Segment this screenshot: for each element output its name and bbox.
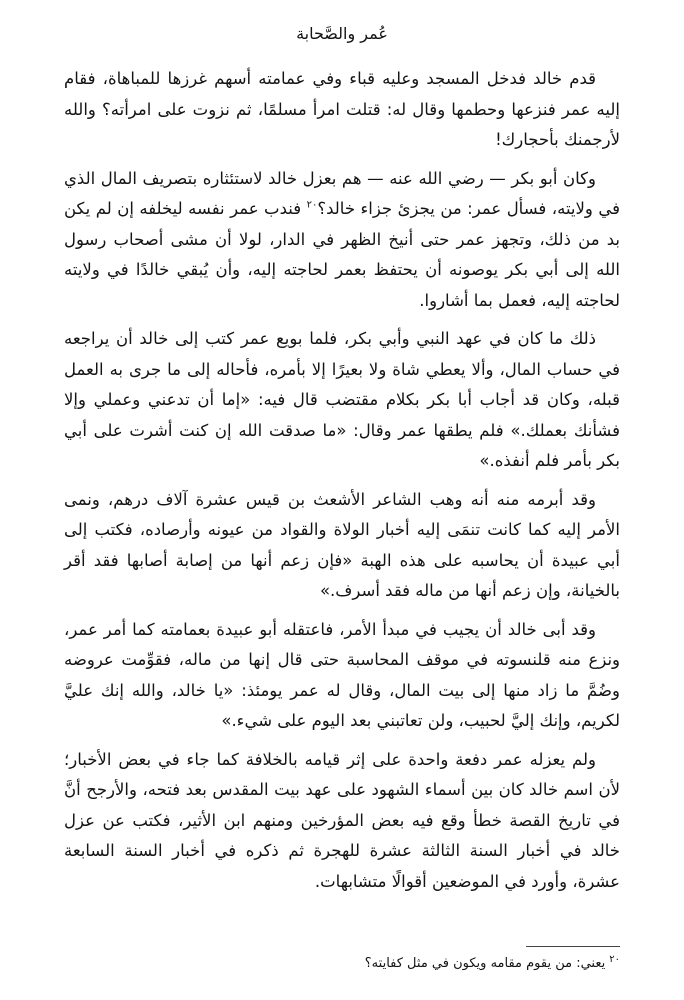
paragraph: ذلك ما كان في عهد النبي وأبي بكر، فلما بويع عمر كتب إلى خالد أن يراجعه في حساب المال، وألا يعطي شاة ولا بعيرًا إلا بأمره، فأحاله إلى ما جرى به العمل قبله، وكان قد أجاب أبا بكر بكلام مقتضب قال فيه: «إما أن تدعني وعملي وإلا فشأنك بعملك.» فلم يطقها عمر وقال: «ما صدقت الله إن كنت أشرت على أبي بكر بأمر فلم أنفذه.» <box>64 329 620 470</box>
paragraph <box>64 164 620 317</box>
paragraph: ولم يعزله عمر دفعة واحدة على إثر قيامه بالخلافة كما جاء في بعض الأخبار؛ لأن اسم خالد كان بين أسماء الشهود على عهد بيت المقدس بعد فتحه، والأرجح أنَّ في تاريخ القصة خطأ وقع فيه بعض المؤرخين ومنهم ابن الأثير، فكتب عن عزل خالد في أخبار السنة الثالثة عشرة للهجرة ثم ذكره في أخبار السنة السابعة عشرة، وأورد في الموضعين أقوالًا متشابهات. <box>64 749 620 891</box>
paragraph: وقد أبرمه منه أنه وهب الشاعر الأشعث بن قيس عشرة آلاف درهم، ونمى الأمر إليه كما كانت تنمَى إليه أخبار الولاة والقواد من عيونه وأرصاده، فكتب إلى أبي عبيدة أن يحاسبه على هذه الهبة «فإن زعم أنها من إصابة أصابها فقد أقر بالخيانة، وإن زعم أنها من ماله فقد أسرف.» <box>64 489 620 600</box>
footnote-text: يعني: من يقوم مقامه ويكون في مثل كفايته؟ <box>364 956 606 971</box>
paragraph: قدم خالد فدخل المسجد وعليه قباء وفي عمامته أسهم غرزها للمباهاة، فقام إليه عمر فنزعها وحطمها وقال له: قتلت امرأ مسلمًا، ثم نزوت على امرأته؟ والله لأرجمنك بأحجارك! <box>64 69 620 149</box>
paragraph: وقد أبى خالد أن يجيب في مبدأ الأمر، فاعتقله أبو عبيدة بعمامته كما أمر عمر، ونزع منه قلنسوته في موقف المحاسبة حتى قال إنها من ماله، فقوِّمت عروضه وضُمَّ ما زاد منها إلى بيت المال، وقال له عمر يومئذ: «يا خالد، والله إنك عليَّ لكريم، وإنك إليَّ لحبيب، ولن تعاتبني بعد اليوم على شيء.» <box>64 619 620 730</box>
footnote-divider <box>526 946 620 947</box>
paragraph-text: وكان أبو بكر — رضي الله عنه — هم بعزل خالد لاستئثاره بتصريف المال الذي في ولايته، فسأل عمر: من يجزئ جزاء خالد؟ <box>64 168 620 218</box>
body-text <box>64 64 620 905</box>
footnote <box>64 954 620 974</box>
paragraph-text: فندب عمر نفسه ليخلفه إن لم يكن بد من ذلك، وتجهز عمر حتى أنيخ الظهر في الدار، لولا أن مشى أصحاب رسول الله إلى أبي بكر يوصونه أن يحتفظ بعمر لحاجته إليه، وأن يُبقي خالدًا في ولايته لحاجته إليه، فعمل بما أشاروا. <box>64 199 620 310</box>
footnote-number: ٢٠ <box>609 953 620 965</box>
running-head: عُمر والصَّحابة <box>296 24 388 43</box>
footnote-marker: ٢٠ <box>306 199 318 211</box>
